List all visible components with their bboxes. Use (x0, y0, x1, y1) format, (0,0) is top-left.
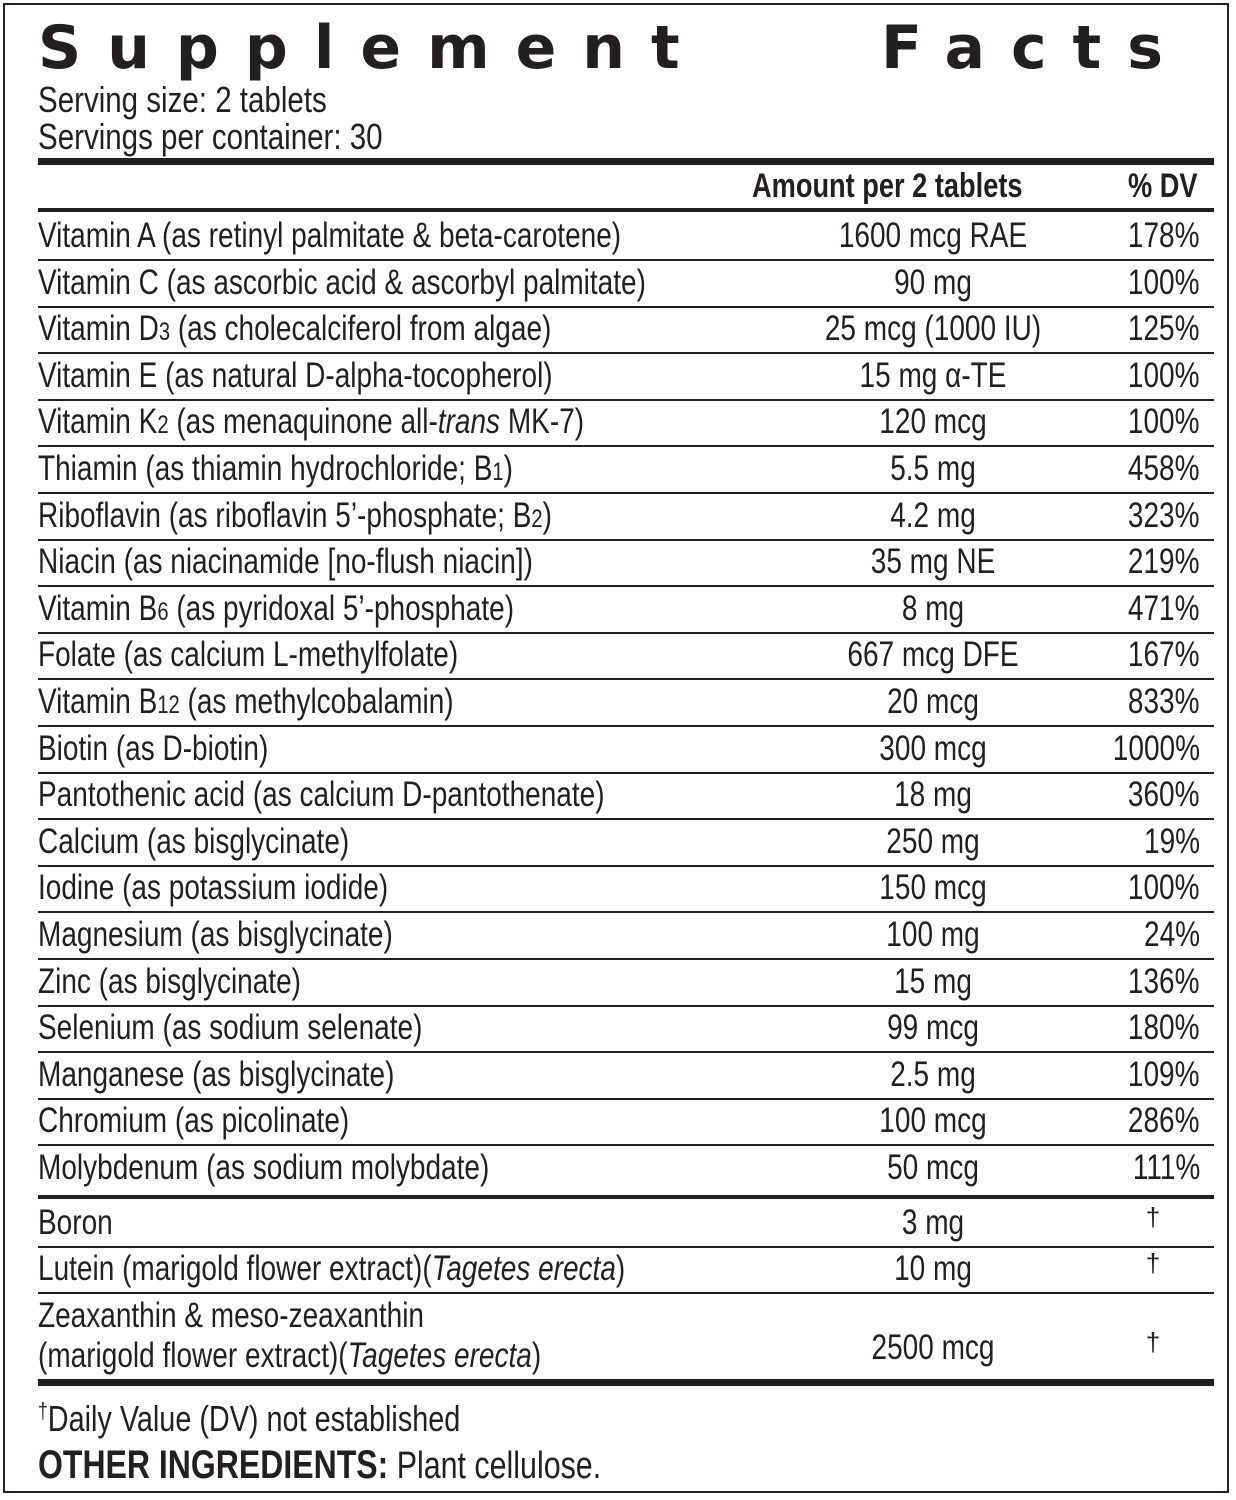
nutrient-dv: 125% (1128, 309, 1200, 349)
nutrient-amount: 3 mg (901, 1203, 965, 1242)
nutrient-name: Pantothenic acid (as calcium D-pantothenate) (38, 775, 605, 815)
table-row (38, 819, 1214, 865)
nutrient-amount: 10 mg (894, 1249, 972, 1288)
nutrient-name: Vitamin A (as retinyl palmitate & beta-carotene) (38, 216, 622, 255)
divider-thick-bottom (38, 1379, 1214, 1386)
nutrient-amount: 18 mg (894, 775, 972, 815)
nutrient-name: Thiamin (as thiamin hydrochloride; B1) (38, 449, 513, 488)
table-row (38, 1005, 1214, 1051)
table-row (38, 539, 1214, 585)
nutrient-name: Boron (38, 1203, 113, 1242)
nutrient-name: Molybdenum (as sodium molybdate) (38, 1148, 490, 1187)
dv-dagger: † (1145, 1202, 1161, 1232)
table-row (38, 679, 1214, 725)
nutrient-dv: 100% (1128, 402, 1200, 442)
table-row (38, 446, 1214, 492)
nutrient-dv: 323% (1128, 495, 1200, 535)
nutrient-amount: 100 mcg (879, 1101, 987, 1141)
table-row (38, 353, 1214, 399)
footnote-dagger: † (38, 1398, 48, 1423)
nutrient-amount: 20 mcg (887, 682, 979, 721)
table-row (38, 399, 1214, 445)
nutrient-dv: 136% (1128, 961, 1200, 1001)
table-row (38, 586, 1214, 632)
nutrient-dv: 833% (1128, 682, 1200, 721)
nutrient-amount: 250 mg (886, 821, 980, 861)
nutrient-name (38, 1296, 541, 1382)
nutrient-name: Selenium (as sodium selenate) (38, 1008, 423, 1048)
nutrient-dv: 167% (1128, 635, 1200, 675)
nutrient-amount: 35 mg NE (870, 542, 996, 582)
nutrient-amount: 90 mg (894, 262, 972, 302)
footnote-text: Daily Value (DV) not established (47, 1398, 461, 1439)
table-row (38, 1200, 1214, 1246)
nutrient-amount: 15 mg α-TE (859, 355, 1007, 395)
nutrient-name: Vitamin K2 (as menaquinone all-trans MK-7) (38, 402, 585, 442)
nutrient-amount: 300 mcg (879, 728, 987, 768)
title-word-facts: Facts (881, 13, 1189, 83)
table-row (38, 1098, 1214, 1144)
nutrient-amount: 50 mcg (887, 1148, 979, 1187)
table-row (38, 306, 1214, 352)
nutrient-name: Chromium (as picolinate) (38, 1101, 350, 1141)
table-row (38, 493, 1214, 539)
table-row (38, 912, 1214, 958)
nutrient-dv: 471% (1128, 588, 1200, 628)
dv-dagger: † (1145, 1248, 1161, 1278)
nutrient-amount: 4.2 mg (890, 495, 976, 535)
nutrient-dv: 219% (1128, 542, 1200, 582)
nutrient-dv: 178% (1128, 216, 1200, 255)
other-ingredients-value: Plant cellulose. (396, 1445, 602, 1487)
nutrient-name: Calcium (as bisglycinate) (38, 821, 350, 861)
nutrient-name: Lutein (marigold flower extract)(Tagetes erecta) (38, 1249, 626, 1288)
table-row-zeaxanthin (38, 1293, 1214, 1375)
nutrient-dv: 458% (1128, 449, 1200, 488)
dv-dagger: † (1145, 1327, 1161, 1357)
table-row (38, 726, 1214, 772)
table-row (38, 632, 1214, 678)
nutrient-name: Vitamin D3 (as cholecalciferol from algae) (38, 309, 552, 349)
nutrient-dv: 19% (1143, 821, 1200, 861)
nutrient-amount: 8 mg (901, 588, 965, 628)
nutrient-amount: 25 mcg (1000 IU) (824, 309, 1042, 349)
table-row (38, 1052, 1214, 1098)
nutrient-name: Biotin (as D-biotin) (38, 728, 269, 768)
table-row (38, 865, 1214, 911)
nutrient-dv: 100% (1128, 355, 1200, 395)
nutrient-dv: 109% (1128, 1054, 1200, 1094)
nutrient-dv: 180% (1128, 1008, 1200, 1048)
nutrient-name: Magnesium (as bisglycinate) (38, 915, 393, 954)
supplement-facts-panel (3, 3, 1229, 1493)
servings-per-container: Servings per container: 30 (38, 116, 383, 157)
nutrient-name: Manganese (as bisglycinate) (38, 1054, 395, 1094)
table-row (38, 260, 1214, 306)
nutrient-amount: 15 mg (894, 961, 972, 1001)
nutrient-amount: 5.5 mg (890, 449, 976, 488)
nutrient-amount: 1600 mcg RAE (838, 216, 1028, 255)
nutrient-name: Iodine (as potassium iodide) (38, 868, 389, 908)
table-row (38, 1145, 1214, 1191)
nutrient-name: Vitamin C (as ascorbic acid & ascorbyl palmitate) (38, 262, 646, 302)
serving-size: Serving size: 2 tablets (38, 79, 327, 120)
nutrient-dv: 360% (1128, 775, 1200, 815)
nutrient-dv: 1000% (1112, 728, 1200, 768)
other-ingredients-label: OTHER INGREDIENTS: (38, 1443, 389, 1487)
nutrient-dv: 100% (1128, 262, 1200, 302)
panel-title (38, 13, 1214, 83)
divider-thick-top (38, 158, 1214, 165)
nutrient-name: Folate (as calcium L-methylfolate) (38, 635, 459, 675)
nutrient-dv: 286% (1128, 1101, 1200, 1141)
nutrient-amount: 2500 mcg (871, 1328, 995, 1367)
nutrient-name: Riboflavin (as riboflavin 5’-phosphate; B2) (38, 495, 552, 535)
dv-column-header: % DV (1128, 167, 1198, 205)
nutrient-name: Niacin (as niacinamide [no-flush niacin]) (38, 542, 533, 582)
nutrient-name: Zinc (as bisglycinate) (38, 961, 301, 1001)
nutrient-name-line1: Zeaxanthin & meso-zeaxanthin (38, 1296, 424, 1335)
nutrient-dv: 111% (1132, 1148, 1200, 1187)
table-row (38, 959, 1214, 1005)
title-word-supplement: Supplement (38, 13, 706, 83)
amount-column-header: Amount per 2 tablets (752, 167, 1023, 205)
table-row (38, 772, 1214, 818)
divider-header (38, 208, 1214, 212)
footnote (38, 1389, 460, 1441)
nutrient-amount: 150 mcg (879, 868, 987, 908)
nutrient-dv: 100% (1128, 868, 1200, 908)
nutrient-name: Vitamin E (as natural D-alpha-tocopherol) (38, 355, 553, 395)
nutrient-dv: 24% (1143, 915, 1200, 954)
nutrient-name: Vitamin B6 (as pyridoxal 5’-phosphate) (38, 588, 515, 628)
nutrient-amount: 2.5 mg (890, 1054, 976, 1094)
nutrient-amount: 99 mcg (887, 1008, 979, 1048)
other-ingredients (38, 1441, 601, 1490)
nutrient-name: Vitamin B12 (as methylcobalamin) (38, 682, 454, 721)
nutrient-amount: 100 mg (886, 915, 980, 954)
nutrient-name-line2: (marigold flower extract)(Tagetes erecta) (38, 1336, 542, 1375)
nutrient-amount: 667 mcg DFE (847, 635, 1019, 675)
table-row (38, 1246, 1214, 1292)
table-row (38, 213, 1214, 259)
divider-other-components (38, 1195, 1214, 1199)
nutrient-amount: 120 mcg (879, 402, 987, 442)
